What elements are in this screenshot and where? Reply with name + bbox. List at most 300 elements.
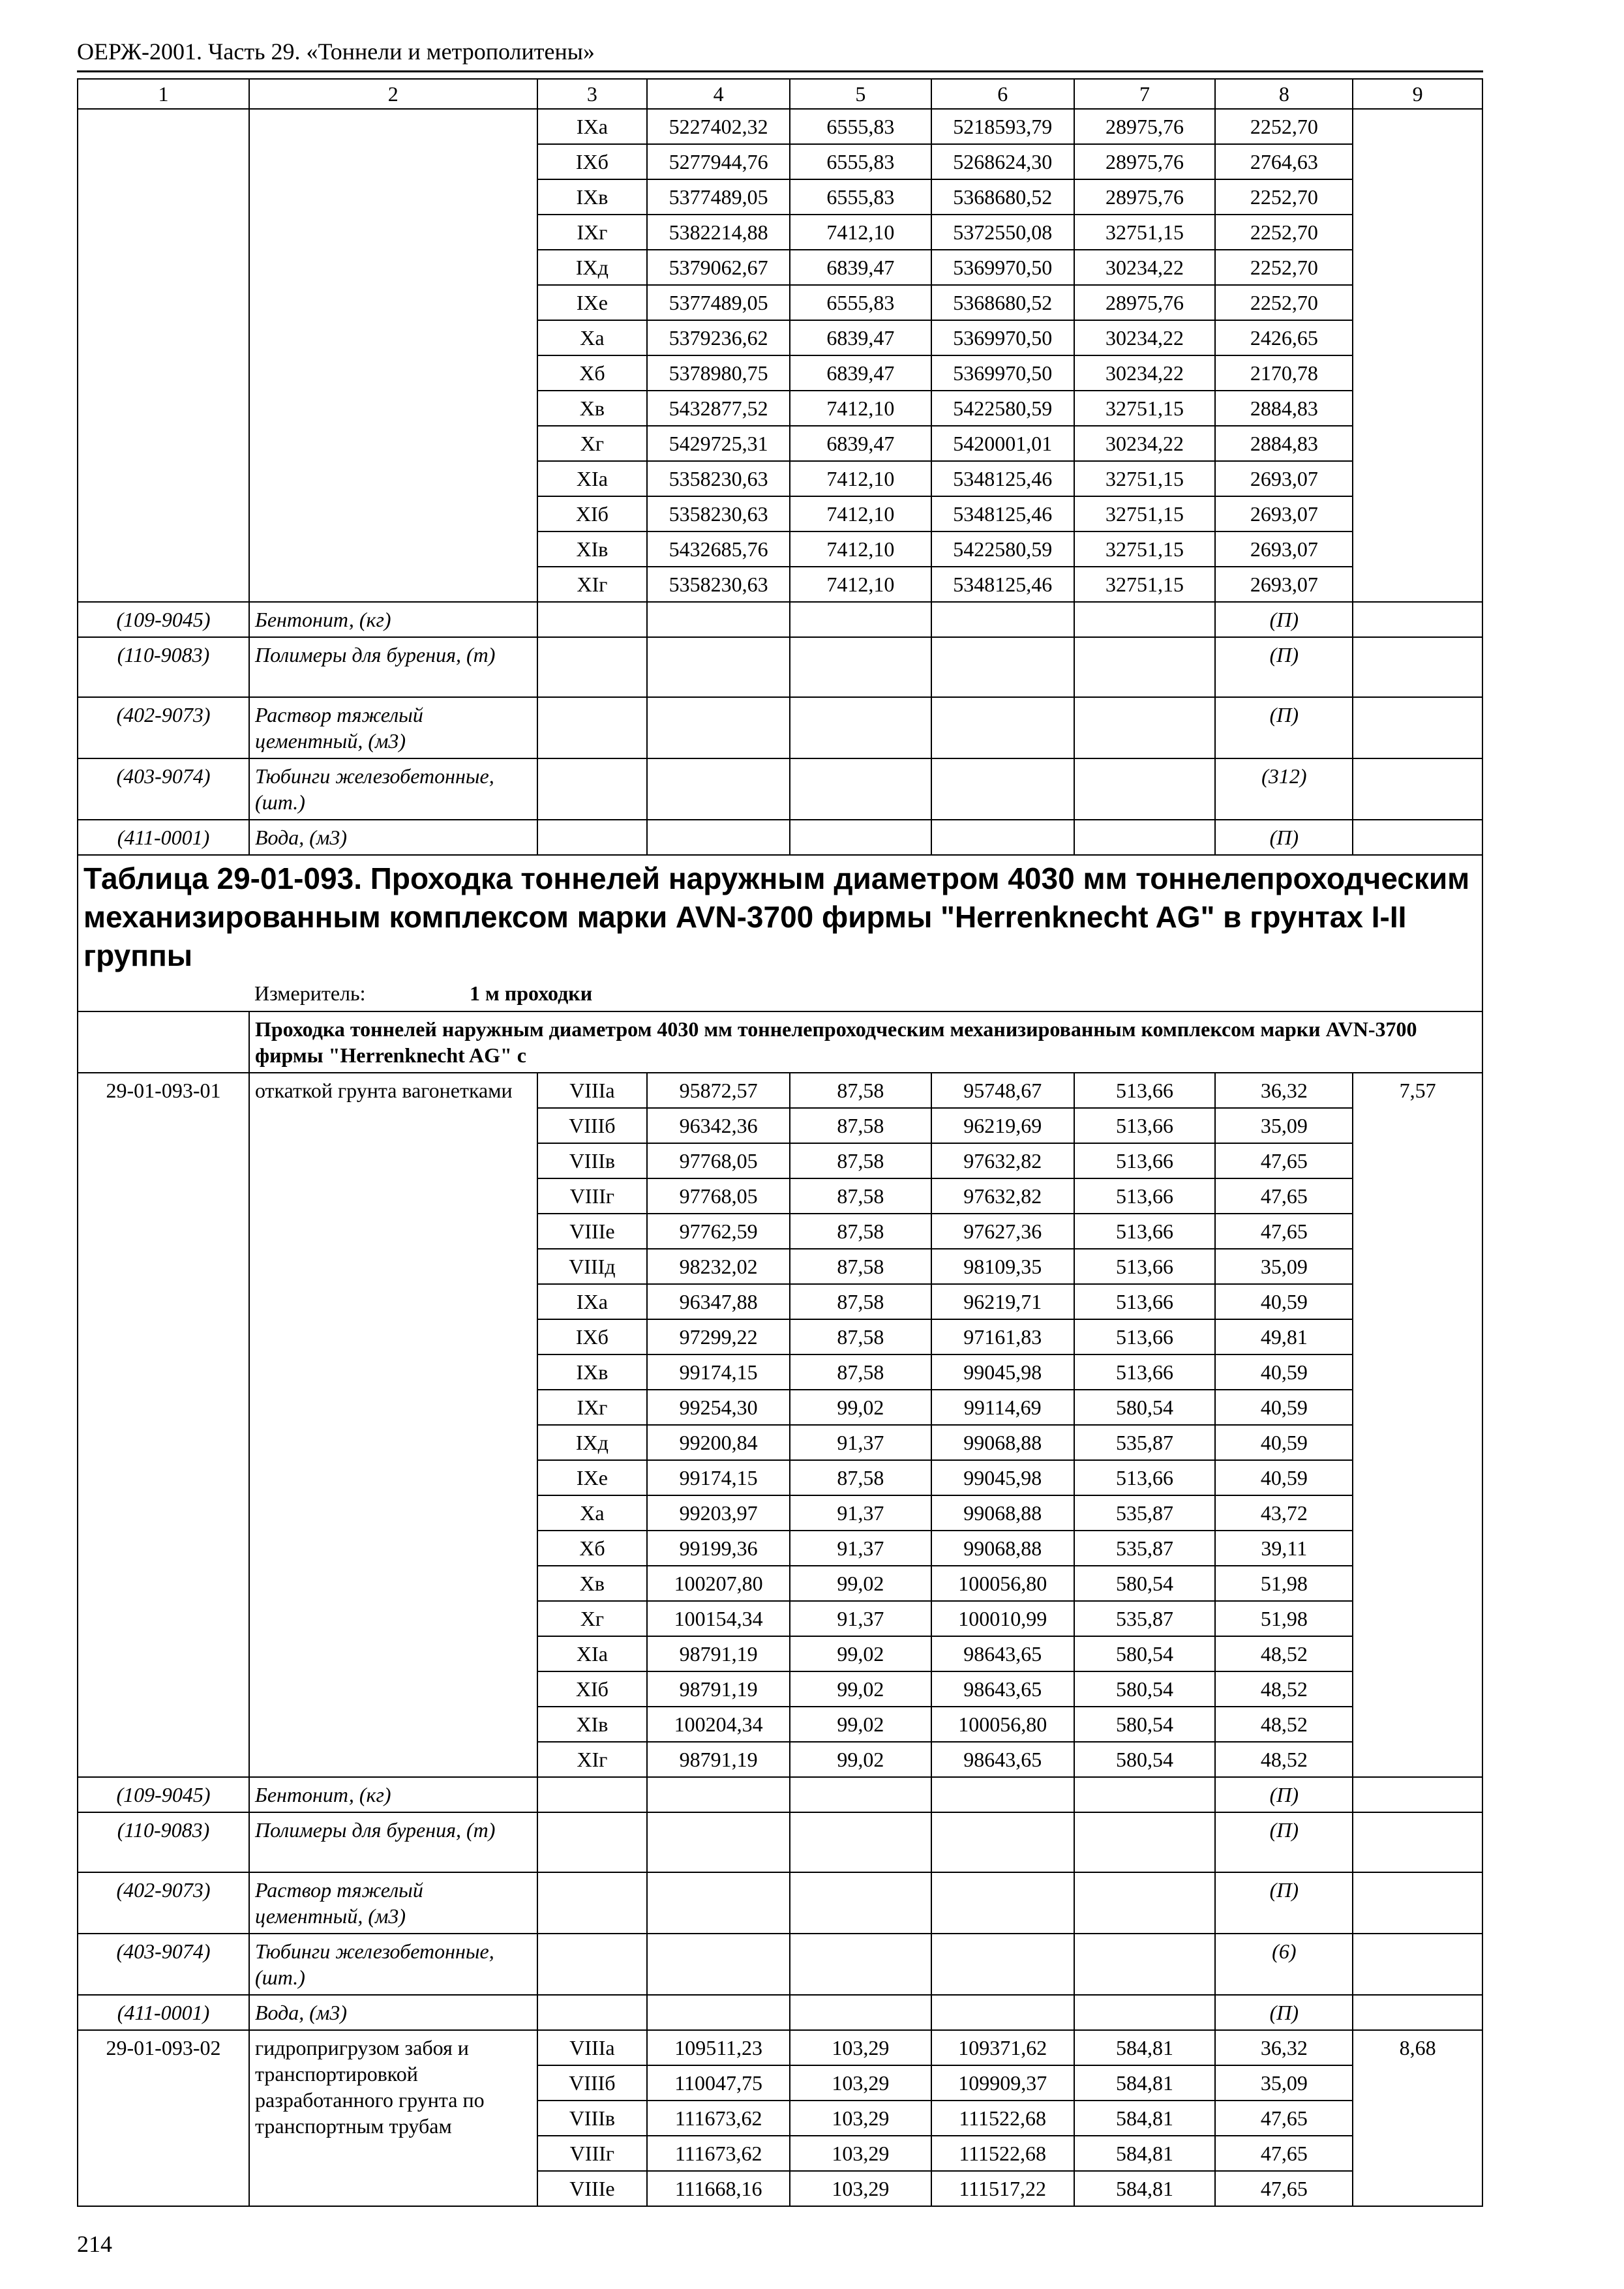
- value-cell: 7412,10: [790, 215, 931, 250]
- variant-cell: IXa: [537, 1284, 648, 1319]
- value-cell: 87,58: [790, 1284, 931, 1319]
- empty-cell: [931, 602, 1074, 637]
- value-cell: 32751,15: [1074, 391, 1216, 426]
- value-cell: 98791,19: [647, 1671, 790, 1707]
- variant-cell: IXб: [537, 144, 648, 179]
- empty-cell: [1353, 1812, 1482, 1872]
- value-cell: 48,52: [1215, 1636, 1353, 1671]
- value-cell: 7412,10: [790, 461, 931, 496]
- resource-value: (П): [1215, 1872, 1353, 1934]
- value-cell: 103,29: [790, 2030, 931, 2065]
- value-cell: 98643,65: [931, 1671, 1074, 1707]
- value-cell: 7412,10: [790, 391, 931, 426]
- value-cell: 91,37: [790, 1425, 931, 1460]
- value-cell: 99,02: [790, 1390, 931, 1425]
- value-cell: 5432685,76: [647, 531, 790, 567]
- value-cell: 584,81: [1074, 2171, 1216, 2206]
- value-cell: 35,09: [1215, 1249, 1353, 1284]
- empty-cell: [790, 1812, 931, 1872]
- resource-row: [78, 758, 1482, 820]
- empty-cell: [537, 602, 648, 637]
- value-cell: 96347,88: [647, 1284, 790, 1319]
- value-cell: 103,29: [790, 2171, 931, 2206]
- value-cell: 36,32: [1215, 2030, 1353, 2065]
- col9-cell: 8,68: [1353, 2030, 1482, 2206]
- meter-label: Измеритель:: [254, 981, 366, 1005]
- value-cell: 98791,19: [647, 1742, 790, 1777]
- item-name: гидропригрузом забоя и транспортировкой разработанного грунта по транспортным трубам: [249, 2030, 537, 2206]
- value-cell: 5377489,05: [647, 179, 790, 215]
- variant-cell: Xa: [537, 320, 648, 355]
- item-name: откаткой грунта вагонетками: [249, 1073, 537, 1777]
- value-cell: 5429725,31: [647, 426, 790, 461]
- value-cell: 111668,16: [647, 2171, 790, 2206]
- empty-cell: [537, 1872, 648, 1934]
- value-cell: 6839,47: [790, 250, 931, 285]
- value-cell: 2252,70: [1215, 215, 1353, 250]
- empty-cell: [931, 1995, 1074, 2030]
- variant-cell: Xб: [537, 1531, 648, 1566]
- empty-cell: [931, 758, 1074, 820]
- value-cell: 5432877,52: [647, 391, 790, 426]
- value-cell: 99,02: [790, 1636, 931, 1671]
- value-cell: 584,81: [1074, 2030, 1216, 2065]
- value-cell: 111517,22: [931, 2171, 1074, 2206]
- value-cell: 6839,47: [790, 426, 931, 461]
- meter-value: 1 м проходки: [470, 981, 593, 1005]
- blank-cell: [78, 1011, 249, 1073]
- value-cell: 513,66: [1074, 1214, 1216, 1249]
- variant-cell: VIIIв: [537, 1143, 648, 1178]
- value-cell: 580,54: [1074, 1707, 1216, 1742]
- empty-cell: [790, 1872, 931, 1934]
- value-cell: 97768,05: [647, 1178, 790, 1214]
- empty-cell: [790, 1995, 931, 2030]
- value-cell: 2693,07: [1215, 461, 1353, 496]
- value-cell: 87,58: [790, 1460, 931, 1495]
- resource-row: [78, 602, 1482, 637]
- empty-cell: [931, 1812, 1074, 1872]
- value-cell: 5358230,63: [647, 567, 790, 602]
- resource-code: (109-9045): [78, 1777, 249, 1812]
- value-cell: 2693,07: [1215, 531, 1353, 567]
- table-title-cell: [78, 855, 1482, 1011]
- resource-row: [78, 1934, 1482, 1995]
- resource-row: [78, 697, 1482, 758]
- value-cell: 47,65: [1215, 1143, 1353, 1178]
- value-cell: 535,87: [1074, 1531, 1216, 1566]
- value-cell: 99,02: [790, 1566, 931, 1601]
- value-cell: 2426,65: [1215, 320, 1353, 355]
- empty-cell: [1074, 697, 1216, 758]
- value-cell: 98643,65: [931, 1636, 1074, 1671]
- value-cell: 96219,69: [931, 1108, 1074, 1143]
- variant-cell: Xв: [537, 1566, 648, 1601]
- value-cell: 103,29: [790, 2065, 931, 2101]
- empty-cell: [537, 637, 648, 697]
- empty-cell: [790, 637, 931, 697]
- value-cell: 111673,62: [647, 2101, 790, 2136]
- value-cell: 111522,68: [931, 2101, 1074, 2136]
- empty-cell: [537, 1777, 648, 1812]
- value-cell: 30234,22: [1074, 250, 1216, 285]
- resource-value: (П): [1215, 1995, 1353, 2030]
- value-cell: 99174,15: [647, 1354, 790, 1390]
- value-cell: 91,37: [790, 1601, 931, 1636]
- empty-cell: [1074, 637, 1216, 697]
- value-cell: 5378980,75: [647, 355, 790, 391]
- value-cell: 5369970,50: [931, 355, 1074, 391]
- value-cell: 2884,83: [1215, 426, 1353, 461]
- variant-cell: Xв: [537, 391, 648, 426]
- value-cell: 36,32: [1215, 1073, 1353, 1108]
- value-cell: 99068,88: [931, 1425, 1074, 1460]
- value-cell: 30234,22: [1074, 355, 1216, 391]
- variant-cell: VIIIд: [537, 1249, 648, 1284]
- variant-cell: VIIIб: [537, 2065, 648, 2101]
- value-cell: 580,54: [1074, 1636, 1216, 1671]
- empty-cell: [1074, 1812, 1216, 1872]
- value-cell: 535,87: [1074, 1495, 1216, 1531]
- empty-cell: [1353, 637, 1482, 697]
- value-cell: 109371,62: [931, 2030, 1074, 2065]
- resource-value: (П): [1215, 1777, 1353, 1812]
- value-cell: 5377489,05: [647, 285, 790, 320]
- value-cell: 99045,98: [931, 1354, 1074, 1390]
- value-cell: 97632,82: [931, 1178, 1074, 1214]
- empty-cell: [537, 820, 648, 855]
- empty-cell: [931, 1872, 1074, 1934]
- value-cell: 48,52: [1215, 1671, 1353, 1707]
- column-header: 3: [537, 79, 648, 109]
- value-cell: 5372550,08: [931, 215, 1074, 250]
- empty-cell: [931, 1777, 1074, 1812]
- empty-cell: [790, 697, 931, 758]
- value-cell: 47,65: [1215, 1178, 1353, 1214]
- value-cell: 2693,07: [1215, 496, 1353, 531]
- value-cell: 98791,19: [647, 1636, 790, 1671]
- empty-cell: [647, 758, 790, 820]
- value-cell: 5218593,79: [931, 109, 1074, 144]
- value-cell: 95872,57: [647, 1073, 790, 1108]
- value-cell: 99174,15: [647, 1460, 790, 1495]
- resource-name: Раствор тяжелый цементный, (м3): [249, 1872, 537, 1934]
- value-cell: 7412,10: [790, 496, 931, 531]
- resource-code: (402-9073): [78, 697, 249, 758]
- empty-cell: [647, 1812, 790, 1872]
- empty-cell: [1353, 602, 1482, 637]
- value-cell: 513,66: [1074, 1284, 1216, 1319]
- value-cell: 513,66: [1074, 1460, 1216, 1495]
- variant-cell: Xг: [537, 1601, 648, 1636]
- value-cell: 584,81: [1074, 2065, 1216, 2101]
- resource-value: (П): [1215, 637, 1353, 697]
- value-cell: 103,29: [790, 2136, 931, 2171]
- empty-cell: [647, 1872, 790, 1934]
- variant-cell: IXб: [537, 1319, 648, 1354]
- value-cell: 39,11: [1215, 1531, 1353, 1566]
- variant-cell: XIг: [537, 1742, 648, 1777]
- variant-cell: Xб: [537, 355, 648, 391]
- resource-name: Бентонит, (кг): [249, 1777, 537, 1812]
- value-cell: 580,54: [1074, 1566, 1216, 1601]
- value-cell: 6555,83: [790, 179, 931, 215]
- resource-code: (402-9073): [78, 1872, 249, 1934]
- resource-name: Бентонит, (кг): [249, 602, 537, 637]
- value-cell: 40,59: [1215, 1425, 1353, 1460]
- value-cell: 2252,70: [1215, 285, 1353, 320]
- value-cell: 2252,70: [1215, 179, 1353, 215]
- resource-name: Вода, (м3): [249, 820, 537, 855]
- value-cell: 2252,70: [1215, 250, 1353, 285]
- value-cell: 35,09: [1215, 1108, 1353, 1143]
- value-cell: 5358230,63: [647, 496, 790, 531]
- empty-cell: [537, 697, 648, 758]
- variant-cell: IXг: [537, 1390, 648, 1425]
- value-cell: 98232,02: [647, 1249, 790, 1284]
- value-cell: 5422580,59: [931, 531, 1074, 567]
- empty-cell: [647, 1995, 790, 2030]
- value-cell: 96342,36: [647, 1108, 790, 1143]
- value-cell: 28975,76: [1074, 179, 1216, 215]
- value-cell: 2170,78: [1215, 355, 1353, 391]
- variant-cell: Xa: [537, 1495, 648, 1531]
- value-cell: 95748,67: [931, 1073, 1074, 1108]
- empty-cell: [647, 1777, 790, 1812]
- empty-cell: [1074, 1777, 1216, 1812]
- column-header: 2: [249, 79, 537, 109]
- empty-cell: [537, 1934, 648, 1995]
- value-cell: 40,59: [1215, 1354, 1353, 1390]
- value-cell: 47,65: [1215, 2136, 1353, 2171]
- resource-code: (110-9083): [78, 637, 249, 697]
- blank-code-cell: [78, 109, 249, 602]
- value-cell: 87,58: [790, 1319, 931, 1354]
- page-header: ОЕРЖ-2001. Часть 29. «Тоннели и метрополитены»: [77, 38, 595, 65]
- value-cell: 99,02: [790, 1671, 931, 1707]
- variant-cell: VIIIг: [537, 2136, 648, 2171]
- column-header: 6: [931, 79, 1074, 109]
- value-cell: 91,37: [790, 1495, 931, 1531]
- value-cell: 43,72: [1215, 1495, 1353, 1531]
- header-rule: [77, 70, 1483, 72]
- resource-value: (312): [1215, 758, 1353, 820]
- value-cell: 5379062,67: [647, 250, 790, 285]
- value-cell: 40,59: [1215, 1460, 1353, 1495]
- variant-cell: XIб: [537, 1671, 648, 1707]
- value-cell: 109511,23: [647, 2030, 790, 2065]
- value-cell: 5369970,50: [931, 250, 1074, 285]
- value-cell: 97632,82: [931, 1143, 1074, 1178]
- value-cell: 32751,15: [1074, 215, 1216, 250]
- empty-cell: [1353, 1995, 1482, 2030]
- meter-row: [83, 980, 1477, 1007]
- value-cell: 32751,15: [1074, 531, 1216, 567]
- empty-cell: [790, 758, 931, 820]
- resource-code: (110-9083): [78, 1812, 249, 1872]
- value-cell: 103,29: [790, 2101, 931, 2136]
- value-cell: 5358230,63: [647, 461, 790, 496]
- variant-cell: IXв: [537, 179, 648, 215]
- empty-cell: [647, 602, 790, 637]
- empty-cell: [1074, 758, 1216, 820]
- value-cell: 87,58: [790, 1143, 931, 1178]
- subheading-row: [78, 1011, 1482, 1073]
- resource-name: Вода, (м3): [249, 1995, 537, 2030]
- empty-cell: [790, 1934, 931, 1995]
- value-cell: 5368680,52: [931, 179, 1074, 215]
- empty-cell: [647, 637, 790, 697]
- value-cell: 535,87: [1074, 1601, 1216, 1636]
- empty-cell: [1074, 1934, 1216, 1995]
- empty-cell: [931, 1934, 1074, 1995]
- value-cell: 97299,22: [647, 1319, 790, 1354]
- value-cell: 28975,76: [1074, 285, 1216, 320]
- value-cell: 91,37: [790, 1531, 931, 1566]
- resource-name: Тюбинги железобетонные, (шт.): [249, 1934, 537, 1995]
- value-cell: 5277944,76: [647, 144, 790, 179]
- empty-cell: [1353, 820, 1482, 855]
- resource-value: (6): [1215, 1934, 1353, 1995]
- value-cell: 5348125,46: [931, 461, 1074, 496]
- variant-cell: IXв: [537, 1354, 648, 1390]
- value-cell: 100154,34: [647, 1601, 790, 1636]
- value-cell: 40,59: [1215, 1390, 1353, 1425]
- value-cell: 30234,22: [1074, 426, 1216, 461]
- resource-name: Полимеры для бурения, (т): [249, 637, 537, 697]
- variant-cell: IXд: [537, 1425, 648, 1460]
- column-number-row: [78, 79, 1482, 109]
- value-cell: 513,66: [1074, 1178, 1216, 1214]
- variant-cell: XIб: [537, 496, 648, 531]
- value-cell: 580,54: [1074, 1390, 1216, 1425]
- value-cell: 7412,10: [790, 567, 931, 602]
- resource-name: Тюбинги железобетонные, (шт.): [249, 758, 537, 820]
- empty-cell: [790, 602, 931, 637]
- value-cell: 97627,36: [931, 1214, 1074, 1249]
- empty-cell: [790, 1777, 931, 1812]
- empty-cell: [1353, 758, 1482, 820]
- value-cell: 6555,83: [790, 285, 931, 320]
- value-cell: 513,66: [1074, 1073, 1216, 1108]
- variant-cell: VIIIa: [537, 1073, 648, 1108]
- value-cell: 5420001,01: [931, 426, 1074, 461]
- value-cell: 32751,15: [1074, 496, 1216, 531]
- value-cell: 109909,37: [931, 2065, 1074, 2101]
- resource-code: (411-0001): [78, 820, 249, 855]
- value-cell: 6839,47: [790, 320, 931, 355]
- item-code: 29-01-093-01: [78, 1073, 249, 1777]
- value-cell: 87,58: [790, 1073, 931, 1108]
- value-cell: 111673,62: [647, 2136, 790, 2171]
- value-cell: 28975,76: [1074, 144, 1216, 179]
- table-title-row: [78, 855, 1482, 1011]
- value-cell: 580,54: [1074, 1671, 1216, 1707]
- variant-cell: IXг: [537, 215, 648, 250]
- value-cell: 513,66: [1074, 1143, 1216, 1178]
- value-cell: 47,65: [1215, 2171, 1353, 2206]
- value-cell: 584,81: [1074, 2136, 1216, 2171]
- value-cell: 99,02: [790, 1742, 931, 1777]
- resource-code: (403-9074): [78, 758, 249, 820]
- value-cell: 7412,10: [790, 531, 931, 567]
- column-header: 5: [790, 79, 931, 109]
- value-cell: 87,58: [790, 1214, 931, 1249]
- empty-cell: [1074, 602, 1216, 637]
- resource-value: (П): [1215, 820, 1353, 855]
- value-cell: 2884,83: [1215, 391, 1353, 426]
- variant-cell: IXд: [537, 250, 648, 285]
- value-cell: 513,66: [1074, 1319, 1216, 1354]
- variant-cell: VIIIе: [537, 1214, 648, 1249]
- variant-cell: VIIIa: [537, 2030, 648, 2065]
- empty-cell: [790, 820, 931, 855]
- column-header: 7: [1074, 79, 1216, 109]
- empty-cell: [537, 1995, 648, 2030]
- empty-cell: [1074, 1995, 1216, 2030]
- value-cell: 535,87: [1074, 1425, 1216, 1460]
- empty-cell: [1353, 697, 1482, 758]
- variant-cell: IXе: [537, 1460, 648, 1495]
- value-cell: 5268624,30: [931, 144, 1074, 179]
- value-cell: 99203,97: [647, 1495, 790, 1531]
- value-cell: 47,65: [1215, 1214, 1353, 1249]
- variant-cell: VIIIв: [537, 2101, 648, 2136]
- variant-cell: XIa: [537, 1636, 648, 1671]
- value-cell: 99199,36: [647, 1531, 790, 1566]
- blank-col9-cell: [1353, 109, 1482, 602]
- value-cell: 5382214,88: [647, 215, 790, 250]
- variant-cell: XIг: [537, 567, 648, 602]
- value-cell: 100204,34: [647, 1707, 790, 1742]
- value-cell: 6839,47: [790, 355, 931, 391]
- value-cell: 5422580,59: [931, 391, 1074, 426]
- table-row: [78, 1073, 1482, 1108]
- value-cell: 87,58: [790, 1178, 931, 1214]
- variant-cell: IXa: [537, 109, 648, 144]
- value-cell: 99114,69: [931, 1390, 1074, 1425]
- column-header: 9: [1353, 79, 1482, 109]
- value-cell: 513,66: [1074, 1108, 1216, 1143]
- column-header: 4: [647, 79, 790, 109]
- value-cell: 51,98: [1215, 1566, 1353, 1601]
- resource-row: [78, 1872, 1482, 1934]
- resource-row: [78, 820, 1482, 855]
- empty-cell: [1353, 1777, 1482, 1812]
- empty-cell: [931, 637, 1074, 697]
- resource-row: [78, 1812, 1482, 1872]
- variant-cell: VIIIе: [537, 2171, 648, 2206]
- resource-code: (109-9045): [78, 602, 249, 637]
- variant-cell: Xг: [537, 426, 648, 461]
- variant-cell: XIa: [537, 461, 648, 496]
- value-cell: 513,66: [1074, 1249, 1216, 1284]
- value-cell: 51,98: [1215, 1601, 1353, 1636]
- value-cell: 97768,05: [647, 1143, 790, 1178]
- resource-name: Полимеры для бурения, (т): [249, 1812, 537, 1872]
- value-cell: 40,59: [1215, 1284, 1353, 1319]
- table-title: Таблица 29-01-093. Проходка тоннелей наружным диаметром 4030 мм тоннелепроходческим механизированным комплексом марки AVN-3700 фирмы "Herrenknecht AG" в грунтах I-II группы: [83, 861, 1470, 972]
- value-cell: 5227402,32: [647, 109, 790, 144]
- value-cell: 35,09: [1215, 2065, 1353, 2101]
- empty-cell: [931, 820, 1074, 855]
- value-cell: 32751,15: [1074, 567, 1216, 602]
- variant-cell: XIв: [537, 531, 648, 567]
- value-cell: 580,54: [1074, 1742, 1216, 1777]
- resource-value: (П): [1215, 1812, 1353, 1872]
- value-cell: 99254,30: [647, 1390, 790, 1425]
- subheading: Проходка тоннелей наружным диаметром 4030 мм тоннелепроходческим механизированным комплексом марки AVN-3700 фирмы "Herrenknecht AG" с: [249, 1011, 1482, 1073]
